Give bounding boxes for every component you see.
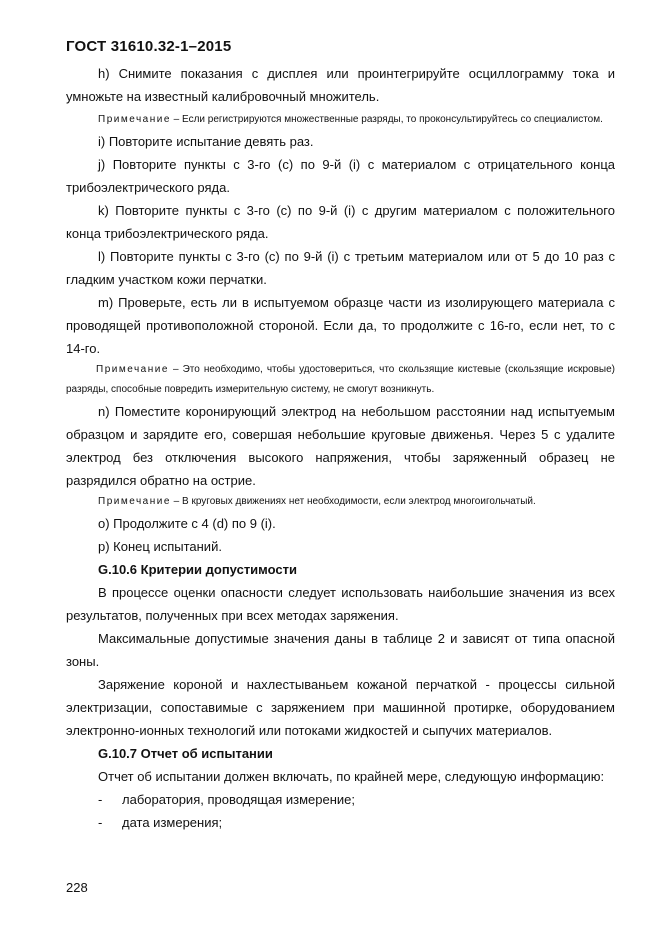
item-m: m) Проверьте, есть ли в испытуемом образце части из изолирующего материала с проводящей противоположной стороной. Если да, то продолжите с 16-го, если нет, то с 14-го. — [66, 295, 615, 356]
list-marker: - — [98, 792, 103, 807]
item-l: l) Повторите пункты с 3-го (c) по 9-й (i) с третьим материалом или от 5 до 10 раз с гладким участком кожи перчатки. — [66, 249, 615, 287]
note-2 — [66, 360, 615, 400]
list-item-text: лаборатория, проводящая измерение; — [122, 792, 355, 807]
list-item-text: дата измерения; — [122, 815, 223, 830]
note-text: – Это необходимо, чтобы удостовериться, что скользящие кистевые (скользящие искровые) разряды, способные повредить измерительную систему, не смогут возникнуть. — [66, 364, 615, 395]
item-j: j) Повторите пункты с 3-го (c) по 9-й (i) с материалом с отрицательного конца трибоэлектрического ряда. — [66, 157, 615, 195]
note-text: – Если регистрируются множественные разряды, то проконсультируйтесь со специалистом. — [170, 114, 603, 125]
item-k: k) Повторите пункты с 3-го (c) по 9-й (i) с другим материалом с положительного конца трибоэлектрического ряда. — [66, 203, 615, 241]
paragraph: Максимальные допустимые значения даны в таблице 2 и зависят от типа опасной зоны. — [66, 631, 615, 669]
item-i: i) Повторите испытание девять раз. — [98, 134, 314, 149]
item-n: n) Поместите коронирующий электрод на небольшом расстоянии над испытуемым образцом и зарядите его, совершая небольшие круговые движенья. Через 5 с удалите электрод без отключения высокого напряжения, чтобы заряженный образец не разрядился обратно на острие. — [66, 404, 615, 488]
document-body — [66, 62, 615, 834]
section-heading: G.10.7 Отчет об испытании — [98, 746, 273, 761]
item-h: h) Снимите показания с дисплея или проинтегрируйте осциллограмму тока и умножьте на известный калибровочный множитель. — [66, 66, 615, 104]
item-p: p) Конец испытаний. — [98, 539, 222, 554]
list-item — [66, 811, 615, 834]
note-3 — [66, 492, 615, 512]
note-1 — [66, 110, 615, 130]
note-text: – В круговых движениях нет необходимости, если электрод многоигольчатый. — [170, 496, 536, 507]
paragraph: В процессе оценки опасности следует использовать наибольшие значения из всех результатов, полученных при всех методах заряжения. — [66, 585, 615, 623]
paragraph: Заряжение короной и нахлестываньем кожаной перчаткой - процессы сильной электризации, сопоставимые с заряжением при машинной протирке, оборудованием электронно-ионных технологий или потоками жидкостей и сыпучих материалов. — [66, 677, 615, 738]
note-label: Примечание — [98, 114, 171, 125]
paragraph: Отчет об испытании должен включать, по крайней мере, следующую информацию: — [98, 769, 605, 784]
section-heading: G.10.6 Критерии допустимости — [98, 562, 297, 577]
note-label: Примечание — [96, 364, 169, 375]
document-header: ГОСТ 31610.32-1–2015 — [66, 38, 232, 55]
note-label: Примечание — [98, 496, 171, 507]
page-number: 228 — [66, 880, 88, 895]
item-o: o) Продолжите с 4 (d) по 9 (i). — [98, 516, 276, 531]
list-marker: - — [98, 815, 103, 830]
list-item — [66, 788, 615, 811]
